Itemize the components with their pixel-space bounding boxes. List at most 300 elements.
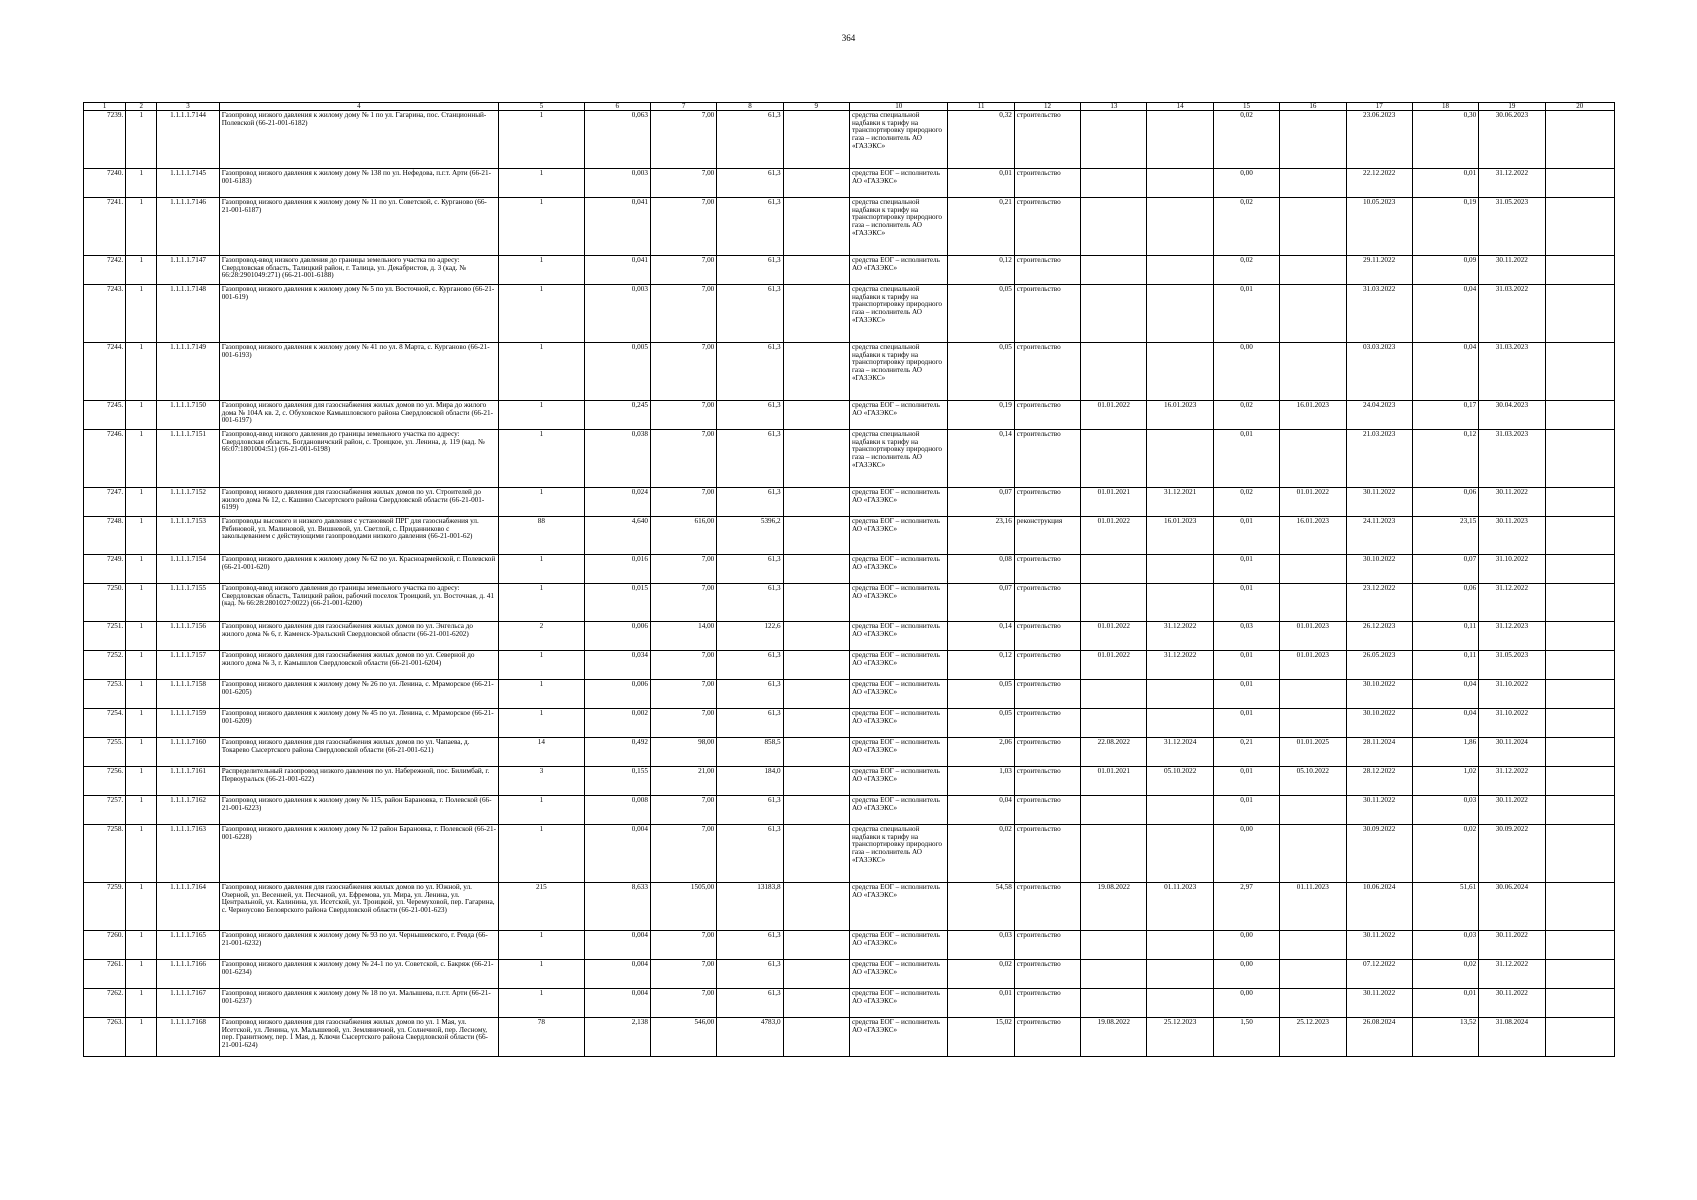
table-cell-col-14	[1147, 111, 1213, 169]
table-cell-col-14: 31.12.2021	[1147, 488, 1213, 517]
table-cell-col-3: 1.1.1.1.7151	[157, 430, 219, 488]
table-cell-col-15: 0,00	[1213, 343, 1279, 401]
table-cell-col-15: 0,02	[1213, 198, 1279, 256]
table-cell-col-16	[1280, 709, 1346, 738]
table-cell-col-19: 31.12.2022	[1479, 169, 1545, 198]
table-cell-col-9	[783, 198, 849, 256]
table-cell-col-17: 30.10.2022	[1346, 555, 1412, 584]
table-cell-col-3: 1.1.1.1.7158	[157, 680, 219, 709]
table-cell-col-11: 0,05	[948, 285, 1014, 343]
table-cell-col-10: средства специальной надбавки к тарифу на транспортировку природного газа – исполнитель АО «ГАЗЭКС»	[849, 111, 948, 169]
table-cell-col-7: 7,00	[650, 430, 716, 488]
table-cell-col-18: 13,52	[1412, 1018, 1478, 1057]
table-cell-col-8: 4783,0	[717, 1018, 783, 1057]
table-cell-col-14: 01.11.2023	[1147, 883, 1213, 931]
table-cell-col-4: Распределительный газопровод низкого давления по ул. Набережной, пос. Билимбай, г. Первоуральск (66-21-001-622)	[219, 767, 498, 796]
table-cell-col-4: Газопровод низкого давления к жилому дому № 115, район Барановка, г. Полевской (66-21-001-6223)	[219, 796, 498, 825]
table-cell-col-6: 0,004	[584, 825, 650, 883]
table-cell-col-5: 3	[499, 767, 584, 796]
table-cell-col-2: 1	[126, 430, 157, 488]
table-cell-col-12: строительство	[1014, 488, 1080, 517]
table-cell-col-18: 0,04	[1412, 709, 1478, 738]
table-cell-col-16	[1280, 430, 1346, 488]
table-cell-col-5: 1	[499, 256, 584, 285]
table-cell-col-13	[1081, 555, 1147, 584]
table-cell-col-7: 7,00	[650, 584, 716, 622]
table-cell-col-10: средства ЕОГ – исполнитель АО «ГАЗЭКС»	[849, 931, 948, 960]
table-cell-col-8: 61,3	[717, 198, 783, 256]
table-cell-col-1: 7250.	[84, 584, 126, 622]
table-row	[84, 960, 1615, 989]
table-cell-col-1: 7247.	[84, 488, 126, 517]
table-cell-col-15: 0,00	[1213, 931, 1279, 960]
table-cell-col-18: 0,03	[1412, 931, 1478, 960]
table-cell-col-12: строительство	[1014, 622, 1080, 651]
table-cell-col-8: 61,3	[717, 285, 783, 343]
table-cell-col-20	[1545, 584, 1614, 622]
table-cell-col-10: средства специальной надбавки к тарифу на транспортировку природного газа – исполнитель АО «ГАЗЭКС»	[849, 343, 948, 401]
table-cell-col-2: 1	[126, 931, 157, 960]
table-cell-col-4: Газопроводы высокого и низкого давления с установкой ПРГ для газоснабжения ул. Рябиновой, ул. Малиновой, ул. Вишневой, ул. Светлой, с. Приданниково с закольцеванием с действующими газопроводами низкого давления (66-21-001-62)	[219, 517, 498, 555]
table-cell-col-6: 0,004	[584, 989, 650, 1018]
table-cell-col-8: 61,3	[717, 169, 783, 198]
table-cell-col-12: строительство	[1014, 651, 1080, 680]
table-cell-col-3: 1.1.1.1.7152	[157, 488, 219, 517]
table-cell-col-13	[1081, 584, 1147, 622]
table-cell-col-7: 7,00	[650, 931, 716, 960]
table-cell-col-9	[783, 960, 849, 989]
table-cell-col-4: Газопровод низкого давления к жилому дому № 62 по ул. Красноармейской, г. Полевской (66-21-001-620)	[219, 555, 498, 584]
table-cell-col-13	[1081, 111, 1147, 169]
table-cell-col-1: 7244.	[84, 343, 126, 401]
table-cell-col-16: 16.01.2023	[1280, 401, 1346, 430]
table-cell-col-13: 01.01.2022	[1081, 401, 1147, 430]
table-cell-col-1: 7251.	[84, 622, 126, 651]
table-cell-col-16	[1280, 960, 1346, 989]
table-cell-col-2: 1	[126, 738, 157, 767]
table-cell-col-20	[1545, 767, 1614, 796]
table-cell-col-14: 31.12.2022	[1147, 622, 1213, 651]
table-row	[84, 401, 1615, 430]
table-cell-col-3: 1.1.1.1.7159	[157, 709, 219, 738]
table-cell-col-12: строительство	[1014, 256, 1080, 285]
table-cell-col-19: 30.11.2022	[1479, 256, 1545, 285]
table-cell-col-18: 0,04	[1412, 285, 1478, 343]
table-cell-col-17: 29.11.2022	[1346, 256, 1412, 285]
table-cell-col-19: 31.10.2022	[1479, 555, 1545, 584]
table-row	[84, 680, 1615, 709]
table-cell-col-10: средства ЕОГ – исполнитель АО «ГАЗЭКС»	[849, 401, 948, 430]
table-cell-col-18: 0,11	[1412, 651, 1478, 680]
table-cell-col-14: 05.10.2022	[1147, 767, 1213, 796]
table-row	[84, 1018, 1615, 1057]
table-cell-col-7: 7,00	[650, 680, 716, 709]
table-cell-col-12: строительство	[1014, 796, 1080, 825]
table-cell-col-6: 8,633	[584, 883, 650, 931]
table-row	[84, 883, 1615, 931]
table-cell-col-14	[1147, 198, 1213, 256]
column-number-cell: 3	[157, 103, 219, 111]
table-cell-col-18: 0,04	[1412, 680, 1478, 709]
column-number-cell: 14	[1147, 103, 1213, 111]
table-cell-col-11: 15,02	[948, 1018, 1014, 1057]
table-cell-col-15: 0,01	[1213, 767, 1279, 796]
table-cell-col-5: 1	[499, 555, 584, 584]
table-cell-col-6: 0,003	[584, 169, 650, 198]
table-cell-col-4: Газопровод низкого давления к жилому дому № 24-1 по ул. Советской, с. Бакряж (66-21-001-6234)	[219, 960, 498, 989]
table-cell-col-6: 0,016	[584, 555, 650, 584]
table-cell-col-16	[1280, 680, 1346, 709]
table-row	[84, 285, 1615, 343]
table-cell-col-7: 7,00	[650, 651, 716, 680]
table-cell-col-17: 23.06.2023	[1346, 111, 1412, 169]
table-cell-col-6: 0,002	[584, 709, 650, 738]
table-cell-col-9	[783, 680, 849, 709]
table-cell-col-8: 61,3	[717, 651, 783, 680]
table-cell-col-1: 7263.	[84, 1018, 126, 1057]
table-cell-col-16	[1280, 796, 1346, 825]
table-cell-col-17: 28.11.2024	[1346, 738, 1412, 767]
table-cell-col-17: 26.08.2024	[1346, 1018, 1412, 1057]
table-cell-col-19: 31.10.2022	[1479, 709, 1545, 738]
table-cell-col-5: 78	[499, 1018, 584, 1057]
table-cell-col-18: 1,86	[1412, 738, 1478, 767]
table-cell-col-5: 1	[499, 343, 584, 401]
table-cell-col-15: 0,00	[1213, 169, 1279, 198]
table-cell-col-8: 61,3	[717, 680, 783, 709]
table-cell-col-5: 1	[499, 169, 584, 198]
table-cell-col-4: Газопровод низкого давления для газоснабжения жилых домов по ул. Северной до жилого дома № 3, г. Камышлов Свердловской области (66-21-001-6204)	[219, 651, 498, 680]
table-cell-col-15: 0,02	[1213, 256, 1279, 285]
table-cell-col-13	[1081, 825, 1147, 883]
column-number-cell: 16	[1280, 103, 1346, 111]
table-cell-col-7: 7,00	[650, 709, 716, 738]
table-cell-col-3: 1.1.1.1.7147	[157, 256, 219, 285]
table-cell-col-1: 7243.	[84, 285, 126, 343]
table-cell-col-5: 1	[499, 796, 584, 825]
table-cell-col-17: 30.10.2022	[1346, 680, 1412, 709]
table-cell-col-4: Газопровод-ввод низкого давления до границы земельного участка по адресу: Свердловская область, Богдановичский район, с. Троицкое, ул. Ленина, д. 119 (кад. № 66:07:1801004:51) (66-21-001-6198)	[219, 430, 498, 488]
table-cell-col-7: 7,00	[650, 169, 716, 198]
table-cell-col-14	[1147, 709, 1213, 738]
table-cell-col-11: 0,02	[948, 825, 1014, 883]
table-cell-col-19: 31.12.2022	[1479, 584, 1545, 622]
table-cell-col-5: 1	[499, 285, 584, 343]
table-row	[84, 989, 1615, 1018]
table-cell-col-2: 1	[126, 960, 157, 989]
table-cell-col-11: 0,08	[948, 555, 1014, 584]
table-cell-col-11: 0,12	[948, 651, 1014, 680]
column-number-cell: 6	[584, 103, 650, 111]
table-cell-col-15: 0,02	[1213, 488, 1279, 517]
table-cell-col-4: Газопровод низкого давления к жилому дому № 11 по ул. Советской, с. Курганово (66-21-001-6187)	[219, 198, 498, 256]
table-cell-col-13	[1081, 796, 1147, 825]
table-cell-col-8: 61,3	[717, 401, 783, 430]
table-cell-col-16	[1280, 169, 1346, 198]
table-row	[84, 256, 1615, 285]
table-row	[84, 430, 1615, 488]
table-cell-col-3: 1.1.1.1.7148	[157, 285, 219, 343]
table-cell-col-4: Газопровод низкого давления к жилому дому № 26 по ул. Ленина, с. Мраморское (66-21-001-6205)	[219, 680, 498, 709]
table-cell-col-7: 7,00	[650, 111, 716, 169]
table-cell-col-16	[1280, 989, 1346, 1018]
table-cell-col-10: средства ЕОГ – исполнитель АО «ГАЗЭКС»	[849, 709, 948, 738]
table-cell-col-9	[783, 651, 849, 680]
table-cell-col-18: 0,02	[1412, 960, 1478, 989]
table-cell-col-9	[783, 883, 849, 931]
table-cell-col-13: 01.01.2021	[1081, 488, 1147, 517]
table-cell-col-13	[1081, 680, 1147, 709]
table-cell-col-18: 51,61	[1412, 883, 1478, 931]
table-cell-col-19: 31.05.2023	[1479, 198, 1545, 256]
table-cell-col-14	[1147, 555, 1213, 584]
table-cell-col-12: строительство	[1014, 680, 1080, 709]
table-row	[84, 709, 1615, 738]
table-cell-col-19: 30.11.2024	[1479, 738, 1545, 767]
table-cell-col-4: Газопровод низкого давления к жилому дому № 138 по ул. Нефедова, п.г.т. Арти (66-21-001-6183)	[219, 169, 498, 198]
table-cell-col-15: 1,50	[1213, 1018, 1279, 1057]
table-cell-col-7: 98,00	[650, 738, 716, 767]
table-cell-col-4: Газопровод низкого давления к жилому дому № 45 по ул. Ленина, с. Мраморское (66-21-001-6209)	[219, 709, 498, 738]
table-cell-col-7: 7,00	[650, 401, 716, 430]
table-cell-col-3: 1.1.1.1.7163	[157, 825, 219, 883]
table-cell-col-1: 7245.	[84, 401, 126, 430]
table-cell-col-13	[1081, 169, 1147, 198]
table-cell-col-5: 1	[499, 680, 584, 709]
table-cell-col-12: строительство	[1014, 1018, 1080, 1057]
table-cell-col-13: 22.08.2022	[1081, 738, 1147, 767]
table-cell-col-16: 01.01.2025	[1280, 738, 1346, 767]
page-number: 364	[841, 33, 856, 43]
table-cell-col-19: 31.10.2022	[1479, 680, 1545, 709]
table-cell-col-2: 1	[126, 343, 157, 401]
table-cell-col-18: 0,01	[1412, 169, 1478, 198]
table-cell-col-1: 7261.	[84, 960, 126, 989]
table-cell-col-6: 0,024	[584, 488, 650, 517]
table-cell-col-3: 1.1.1.1.7153	[157, 517, 219, 555]
table-cell-col-2: 1	[126, 488, 157, 517]
table-cell-col-10: средства ЕОГ – исполнитель АО «ГАЗЭКС»	[849, 622, 948, 651]
table-cell-col-1: 7242.	[84, 256, 126, 285]
table-cell-col-18: 0,17	[1412, 401, 1478, 430]
table-cell-col-4: Газопровод низкого давления к жилому дому № 18 по ул. Малышева, п.г.т. Арти (66-21-001-6237)	[219, 989, 498, 1018]
table-cell-col-6: 0,041	[584, 198, 650, 256]
table-cell-col-9	[783, 401, 849, 430]
table-cell-col-19: 30.06.2024	[1479, 883, 1545, 931]
table-cell-col-19: 31.03.2022	[1479, 285, 1545, 343]
table-cell-col-16: 01.01.2023	[1280, 651, 1346, 680]
table-cell-col-15: 0,01	[1213, 680, 1279, 709]
table-cell-col-11: 0,19	[948, 401, 1014, 430]
table-cell-col-18: 0,06	[1412, 584, 1478, 622]
table-cell-col-17: 10.06.2024	[1346, 883, 1412, 931]
table-cell-col-7: 546,00	[650, 1018, 716, 1057]
table-cell-col-19: 31.03.2023	[1479, 343, 1545, 401]
table-cell-col-11: 0,07	[948, 584, 1014, 622]
table-cell-col-14	[1147, 169, 1213, 198]
table-cell-col-2: 1	[126, 767, 157, 796]
table-cell-col-12: строительство	[1014, 169, 1080, 198]
table-cell-col-9	[783, 169, 849, 198]
table-cell-col-19: 30.04.2023	[1479, 401, 1545, 430]
table-cell-col-11: 0,02	[948, 960, 1014, 989]
table-cell-col-17: 22.12.2022	[1346, 169, 1412, 198]
table-cell-col-20	[1545, 430, 1614, 488]
table-cell-col-3: 1.1.1.1.7155	[157, 584, 219, 622]
table-cell-col-12: строительство	[1014, 584, 1080, 622]
table-cell-col-7: 7,00	[650, 488, 716, 517]
table-cell-col-13: 19.08.2022	[1081, 883, 1147, 931]
column-number-cell: 12	[1014, 103, 1080, 111]
table-cell-col-15: 0,01	[1213, 584, 1279, 622]
column-number-cell: 11	[948, 103, 1014, 111]
table-cell-col-1: 7241.	[84, 198, 126, 256]
table-cell-col-11: 0,01	[948, 989, 1014, 1018]
table-cell-col-7: 7,00	[650, 989, 716, 1018]
table-cell-col-19: 31.12.2022	[1479, 767, 1545, 796]
table-cell-col-11: 2,06	[948, 738, 1014, 767]
table-cell-col-1: 7258.	[84, 825, 126, 883]
table-cell-col-2: 1	[126, 198, 157, 256]
table-cell-col-2: 1	[126, 1018, 157, 1057]
table-cell-col-3: 1.1.1.1.7168	[157, 1018, 219, 1057]
table-cell-col-10: средства специальной надбавки к тарифу на транспортировку природного газа – исполнитель АО «ГАЗЭКС»	[849, 285, 948, 343]
table-cell-col-2: 1	[126, 989, 157, 1018]
table-cell-col-5: 1	[499, 960, 584, 989]
table-cell-col-3: 1.1.1.1.7154	[157, 555, 219, 584]
column-number-cell: 19	[1479, 103, 1545, 111]
table-cell-col-3: 1.1.1.1.7162	[157, 796, 219, 825]
table-cell-col-12: строительство	[1014, 989, 1080, 1018]
table-cell-col-1: 7256.	[84, 767, 126, 796]
table-cell-col-15: 0,21	[1213, 738, 1279, 767]
table-cell-col-20	[1545, 1018, 1614, 1057]
table-cell-col-1: 7257.	[84, 796, 126, 825]
table-cell-col-5: 1	[499, 825, 584, 883]
table-cell-col-19: 30.06.2023	[1479, 111, 1545, 169]
table-cell-col-14: 16.01.2023	[1147, 401, 1213, 430]
table-cell-col-7: 1505,00	[650, 883, 716, 931]
table-cell-col-20	[1545, 960, 1614, 989]
table-cell-col-7: 7,00	[650, 825, 716, 883]
table-cell-col-14: 31.12.2022	[1147, 651, 1213, 680]
table-cell-col-16	[1280, 343, 1346, 401]
table-cell-col-4: Газопровод низкого давления для газоснабжения жилых домов по ул. 1 Мая, ул. Исетской, ул. Ленина, ул. Малышевой, ул. Земляничной, ул. Солнечной, пер. Лесному, пер. Гранитному, пер. 1 Мая, д. Ключи Сысертского района Свердловской области (66-21-001-624)	[219, 1018, 498, 1057]
table-cell-col-12: строительство	[1014, 738, 1080, 767]
table-cell-col-1: 7254.	[84, 709, 126, 738]
column-number-row	[84, 103, 1615, 111]
table-cell-col-16: 25.12.2023	[1280, 1018, 1346, 1057]
table-cell-col-3: 1.1.1.1.7150	[157, 401, 219, 430]
table-cell-col-13: 19.08.2022	[1081, 1018, 1147, 1057]
table-cell-col-9	[783, 1018, 849, 1057]
table-cell-col-12: строительство	[1014, 555, 1080, 584]
table-cell-col-4: Газопровод низкого давления для газоснабжения жилых домов по ул. Строителей до жилого дома № 12, с. Кашино Сысертского района Свердловской области (66-21-001-6199)	[219, 488, 498, 517]
table-cell-col-12: строительство	[1014, 111, 1080, 169]
column-number-cell: 13	[1081, 103, 1147, 111]
table-cell-col-16: 16.01.2023	[1280, 517, 1346, 555]
table-cell-col-15: 0,00	[1213, 989, 1279, 1018]
table-cell-col-11: 0,14	[948, 622, 1014, 651]
table-cell-col-15: 2,97	[1213, 883, 1279, 931]
table-cell-col-14	[1147, 285, 1213, 343]
table-cell-col-2: 1	[126, 111, 157, 169]
table-body	[84, 103, 1615, 1057]
table-cell-col-1: 7252.	[84, 651, 126, 680]
table-row	[84, 517, 1615, 555]
table-cell-col-14: 31.12.2024	[1147, 738, 1213, 767]
table-cell-col-17: 30.11.2022	[1346, 989, 1412, 1018]
table-cell-col-14	[1147, 796, 1213, 825]
table-row	[84, 622, 1615, 651]
table-cell-col-16	[1280, 111, 1346, 169]
table-cell-col-20	[1545, 111, 1614, 169]
table-row	[84, 169, 1615, 198]
table-cell-col-18: 0,30	[1412, 111, 1478, 169]
table-cell-col-19: 30.11.2022	[1479, 796, 1545, 825]
table-cell-col-3: 1.1.1.1.7144	[157, 111, 219, 169]
table-cell-col-3: 1.1.1.1.7146	[157, 198, 219, 256]
table-cell-col-10: средства ЕОГ – исполнитель АО «ГАЗЭКС»	[849, 738, 948, 767]
table-cell-col-8: 61,3	[717, 796, 783, 825]
table-cell-col-8: 184,0	[717, 767, 783, 796]
table-cell-col-14: 25.12.2023	[1147, 1018, 1213, 1057]
table-cell-col-10: средства ЕОГ – исполнитель АО «ГАЗЭКС»	[849, 651, 948, 680]
table-cell-col-7: 14,00	[650, 622, 716, 651]
table-cell-col-6: 0,004	[584, 960, 650, 989]
table-row	[84, 488, 1615, 517]
table-cell-col-15: 0,01	[1213, 517, 1279, 555]
table-cell-col-4: Газопровод низкого давления для газоснабжения жилых домов по ул. Чапаева, д. Токарево Сысертского района Свердловской области (66-21-001-621)	[219, 738, 498, 767]
table-cell-col-10: средства ЕОГ – исполнитель АО «ГАЗЭКС»	[849, 488, 948, 517]
table-cell-col-15: 0,02	[1213, 401, 1279, 430]
table-cell-col-9	[783, 825, 849, 883]
table-cell-col-14	[1147, 343, 1213, 401]
table-cell-col-5: 14	[499, 738, 584, 767]
table-cell-col-8: 5396,2	[717, 517, 783, 555]
table-cell-col-12: строительство	[1014, 767, 1080, 796]
table-cell-col-20	[1545, 343, 1614, 401]
table-cell-col-11: 0,04	[948, 796, 1014, 825]
table-cell-col-9	[783, 738, 849, 767]
table-cell-col-15: 0,01	[1213, 709, 1279, 738]
table-row	[84, 343, 1615, 401]
table-cell-col-8: 122,6	[717, 622, 783, 651]
table-cell-col-2: 1	[126, 555, 157, 584]
column-number-cell: 9	[783, 103, 849, 111]
table-cell-col-11: 0,05	[948, 680, 1014, 709]
table-cell-col-12: строительство	[1014, 401, 1080, 430]
table-cell-col-18: 0,11	[1412, 622, 1478, 651]
table-cell-col-6: 0,041	[584, 256, 650, 285]
table-cell-col-18: 0,02	[1412, 825, 1478, 883]
table-cell-col-8: 61,3	[717, 931, 783, 960]
table-cell-col-18: 0,01	[1412, 989, 1478, 1018]
table-cell-col-1: 7249.	[84, 555, 126, 584]
table-cell-col-20	[1545, 883, 1614, 931]
table-cell-col-17: 30.11.2022	[1346, 796, 1412, 825]
table-cell-col-12: строительство	[1014, 883, 1080, 931]
table-cell-col-2: 1	[126, 169, 157, 198]
table-cell-col-13	[1081, 256, 1147, 285]
table-cell-col-19: 31.05.2023	[1479, 651, 1545, 680]
table-cell-col-12: строительство	[1014, 960, 1080, 989]
table-cell-col-17: 26.12.2023	[1346, 622, 1412, 651]
table-cell-col-2: 1	[126, 401, 157, 430]
table-cell-col-6: 0,034	[584, 651, 650, 680]
table-cell-col-5: 1	[499, 430, 584, 488]
table-cell-col-12: строительство	[1014, 198, 1080, 256]
